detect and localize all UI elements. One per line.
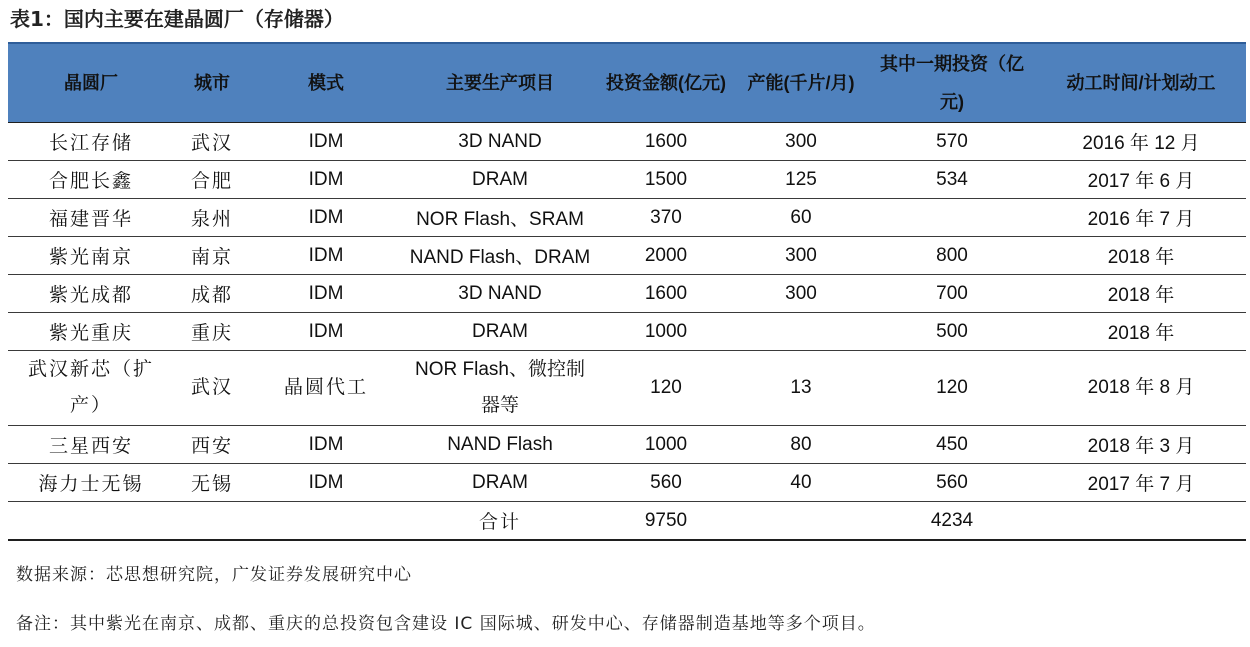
cell-fab: 紫光成都 bbox=[8, 275, 174, 313]
cell-investment: 2000 bbox=[598, 237, 734, 275]
cell-start: 2017 年 7 月 bbox=[1036, 464, 1246, 502]
cell-fab: 合肥长鑫 bbox=[8, 161, 174, 199]
cell-mode: IDM bbox=[250, 123, 402, 161]
cell-phase1: 700 bbox=[868, 275, 1036, 313]
cell-investment: 120 bbox=[598, 351, 734, 426]
source-note: 数据来源：芯思想研究院，广发证券发展研究中心 bbox=[16, 565, 412, 585]
header-capacity: 产能(千片/月) bbox=[734, 43, 868, 123]
cell-city: 武汉 bbox=[174, 351, 250, 426]
cell-empty bbox=[1036, 502, 1246, 541]
cell-city: 武汉 bbox=[174, 123, 250, 161]
cell-fab: 长江存储 bbox=[8, 123, 174, 161]
cell-city: 无锡 bbox=[174, 464, 250, 502]
cell-empty bbox=[8, 502, 174, 541]
table-row bbox=[8, 464, 1246, 502]
cell-city: 南京 bbox=[174, 237, 250, 275]
header-city: 城市 bbox=[174, 43, 250, 123]
cell-start: 2018 年 3 月 bbox=[1036, 426, 1246, 464]
cell-capacity: 300 bbox=[734, 275, 868, 313]
remark-note: 备注：其中紫光在南京、成都、重庆的总投资包含建设 IC 国际城、研发中心、存储器制造基地等多个项目。 bbox=[16, 614, 876, 634]
fab-table bbox=[8, 42, 1246, 541]
cell-investment: 370 bbox=[598, 199, 734, 237]
cell-product: 3D NAND bbox=[402, 275, 598, 313]
cell-start: 2016 年 7 月 bbox=[1036, 199, 1246, 237]
cell-empty bbox=[250, 502, 402, 541]
table-row bbox=[8, 351, 1246, 426]
total-investment: 9750 bbox=[598, 502, 734, 541]
cell-phase1: 560 bbox=[868, 464, 1036, 502]
cell-investment: 1600 bbox=[598, 275, 734, 313]
cell-start: 2018 年 bbox=[1036, 313, 1246, 351]
cell-product: DRAM bbox=[402, 464, 598, 502]
cell-mode: IDM bbox=[250, 426, 402, 464]
header-row bbox=[8, 43, 1246, 123]
cell-product: NAND Flash、DRAM bbox=[402, 237, 598, 275]
cell-start: 2017 年 6 月 bbox=[1036, 161, 1246, 199]
table-row bbox=[8, 237, 1246, 275]
cell-product: DRAM bbox=[402, 313, 598, 351]
header-investment: 投资金额(亿元) bbox=[598, 43, 734, 123]
cell-mode: IDM bbox=[250, 464, 402, 502]
cell-capacity: 13 bbox=[734, 351, 868, 426]
total-label: 合计 bbox=[402, 502, 598, 541]
cell-capacity: 300 bbox=[734, 123, 868, 161]
cell-phase1: 450 bbox=[868, 426, 1036, 464]
cell-city: 合肥 bbox=[174, 161, 250, 199]
table-row bbox=[8, 199, 1246, 237]
cell-capacity: 80 bbox=[734, 426, 868, 464]
header-start: 动工时间/计划动工 bbox=[1036, 43, 1246, 123]
cell-mode: IDM bbox=[250, 313, 402, 351]
cell-mode: IDM bbox=[250, 161, 402, 199]
cell-capacity: 125 bbox=[734, 161, 868, 199]
total-phase1: 4234 bbox=[868, 502, 1036, 541]
cell-product: 3D NAND bbox=[402, 123, 598, 161]
cell-phase1: 570 bbox=[868, 123, 1036, 161]
header-mode: 模式 bbox=[250, 43, 402, 123]
cell-investment: 1000 bbox=[598, 426, 734, 464]
cell-fab: 海力士无锡 bbox=[8, 464, 174, 502]
cell-phase1: 534 bbox=[868, 161, 1036, 199]
cell-investment: 560 bbox=[598, 464, 734, 502]
cell-start: 2018 年 bbox=[1036, 237, 1246, 275]
cell-fab: 三星西安 bbox=[8, 426, 174, 464]
cell-investment: 1600 bbox=[598, 123, 734, 161]
header-fab: 晶圆厂 bbox=[8, 43, 174, 123]
cell-phase1: 500 bbox=[868, 313, 1036, 351]
cell-capacity: 40 bbox=[734, 464, 868, 502]
header-phase1: 其中一期投资（亿元) bbox=[868, 43, 1036, 123]
cell-fab: 紫光重庆 bbox=[8, 313, 174, 351]
cell-capacity: 60 bbox=[734, 199, 868, 237]
table-title: 表1：国内主要在建晶圆厂（存储器） bbox=[10, 7, 344, 31]
cell-product: NAND Flash bbox=[402, 426, 598, 464]
cell-empty bbox=[174, 502, 250, 541]
cell-phase1: 800 bbox=[868, 237, 1036, 275]
cell-investment: 1000 bbox=[598, 313, 734, 351]
table-row bbox=[8, 123, 1246, 161]
table-row bbox=[8, 161, 1246, 199]
cell-fab: 紫光南京 bbox=[8, 237, 174, 275]
table-row bbox=[8, 426, 1246, 464]
cell-product: NOR Flash、微控制器等 bbox=[402, 351, 598, 426]
cell-city: 西安 bbox=[174, 426, 250, 464]
total-row bbox=[8, 502, 1246, 541]
cell-mode: IDM bbox=[250, 237, 402, 275]
cell-capacity bbox=[734, 313, 868, 351]
cell-city: 重庆 bbox=[174, 313, 250, 351]
cell-empty bbox=[734, 502, 868, 541]
cell-mode: IDM bbox=[250, 275, 402, 313]
cell-city: 成都 bbox=[174, 275, 250, 313]
cell-phase1: 120 bbox=[868, 351, 1036, 426]
cell-start: 2018 年 8 月 bbox=[1036, 351, 1246, 426]
cell-capacity: 300 bbox=[734, 237, 868, 275]
cell-investment: 1500 bbox=[598, 161, 734, 199]
cell-product: NOR Flash、SRAM bbox=[402, 199, 598, 237]
cell-city: 泉州 bbox=[174, 199, 250, 237]
table-row bbox=[8, 313, 1246, 351]
cell-mode: 晶圆代工 bbox=[250, 351, 402, 426]
cell-start: 2018 年 bbox=[1036, 275, 1246, 313]
header-product: 主要生产项目 bbox=[402, 43, 598, 123]
fab-table-container bbox=[8, 42, 1246, 541]
cell-fab: 武汉新芯（扩产） bbox=[8, 351, 174, 426]
table-row bbox=[8, 275, 1246, 313]
cell-fab: 福建晋华 bbox=[8, 199, 174, 237]
cell-product: DRAM bbox=[402, 161, 598, 199]
cell-mode: IDM bbox=[250, 199, 402, 237]
cell-phase1 bbox=[868, 199, 1036, 237]
cell-start: 2016 年 12 月 bbox=[1036, 123, 1246, 161]
